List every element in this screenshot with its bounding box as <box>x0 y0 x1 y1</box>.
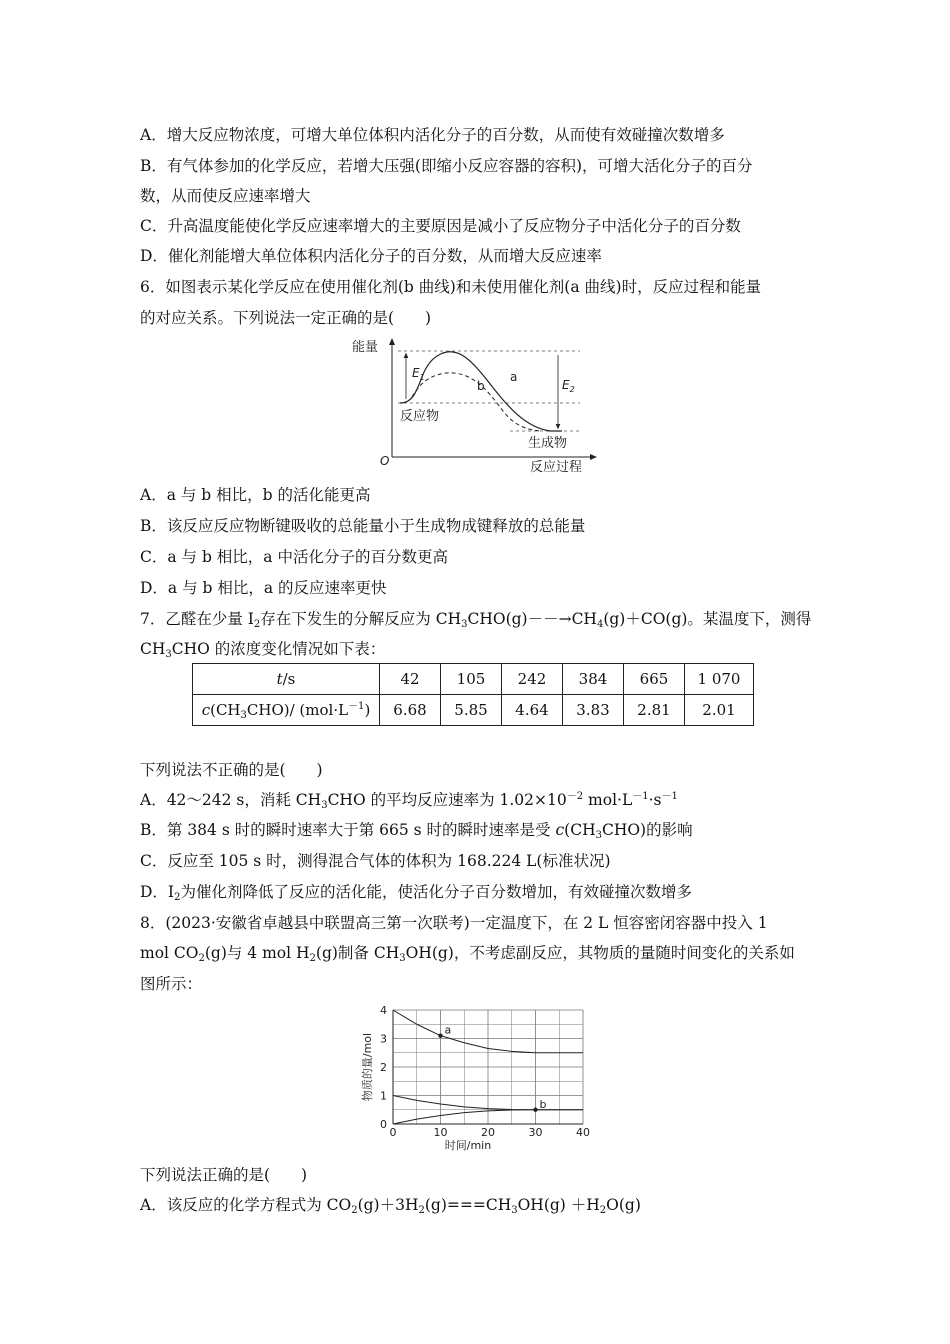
table-cell: 105 <box>441 664 502 695</box>
energy-axis-label: 能量 <box>352 340 379 355</box>
table-row <box>193 664 754 695</box>
q8-stem-line2: mol $CO_2(g)$与 4 mol $H_2(g)$制备 $CH_3OH(g)$，不考虑副反应，其物质的量随时间变化的关系如 <box>140 944 795 964</box>
y-tick-label: 0 <box>380 1118 387 1131</box>
y-tick-label: 2 <box>380 1061 387 1074</box>
data-point-a <box>438 1033 442 1037</box>
process-axis-label: 反应过程 <box>530 460 583 475</box>
table-row <box>193 695 754 726</box>
q8-stem-line1: 8．(2023·安徽省卓越县中联盟高三第一次联考)一定温度下，在 2 L 恒容密闭容器中投入 1 <box>140 914 768 932</box>
amount-time-chart <box>355 1000 595 1152</box>
table-cell: 3.83 <box>563 695 624 726</box>
origin-label: O <box>380 454 390 468</box>
q5-option-b-line1: B．有气体参加的化学反应，若增大压强(即缩小反应容器的容积)，可增大活化分子的百分 <box>140 157 753 175</box>
q7-ask: 下列说法不正确的是( ) <box>140 761 323 779</box>
table-cell: 242 <box>502 664 563 695</box>
q6-stem-line2: 的对应关系。下列说法一定正确的是( ) <box>140 309 432 327</box>
table-header-concentration: $c(CH_3CHO)/$ $(mol\cdot L^{-1})$ <box>193 695 380 726</box>
q5-option-a: A．增大反应物浓度，可增大单位体积内活化分子的百分数，从而使有效碰撞次数增多 <box>140 126 725 144</box>
y-tick-label: 3 <box>380 1032 387 1046</box>
q8-stem-line3: 图所示： <box>140 975 203 993</box>
table-cell: 384 <box>563 664 624 695</box>
table-cell: 42 <box>380 664 441 695</box>
x-tick-label: 30 <box>528 1126 543 1139</box>
curve-a-label: a <box>510 370 518 384</box>
q5-option-c: C．升高温度能使化学反应速率增大的主要原因是减小了反应物分子中活化分子的百分数 <box>140 217 741 235</box>
table-cell: 4.64 <box>502 695 563 726</box>
y-tick-label: 1 <box>380 1089 387 1103</box>
curve-b-label: b <box>477 379 485 393</box>
concentration-table <box>192 663 754 726</box>
q6-option-b: B．该反应反应物断键吸收的总能量小于生成物成键释放的总能量 <box>140 517 586 535</box>
table-header-time: t/s <box>193 664 380 695</box>
q7-option-a: A．42～242 s，消耗 $CH_3CHO$ 的平均反应速率为 $1.02\times 10^{-2}$ $mol\cdot L^{-1}\cdot s^{-1}$ <box>140 791 678 811</box>
q7-option-b: B．第 384 s 时的瞬时速率大于第 665 s 时的瞬时速率是受 $c(CH_3CHO)$的影响 <box>140 821 693 841</box>
q5-option-d: D．催化剂能增大单位体积内活化分子的百分数，从而增大反应速率 <box>140 247 602 265</box>
q5-option-b-line2: 数，从而使反应速率增大 <box>140 187 311 205</box>
q7-stem-line2: $CH_3CHO$ 的浓度变化情况如下表： <box>140 640 386 660</box>
table-cell: 5.85 <box>441 695 502 726</box>
point-label-b: b <box>539 1097 547 1111</box>
x-tick-label: 10 <box>433 1126 448 1139</box>
q7-stem-line1: 7．乙醛在少量 $I_2$存在下发生的分解反应为 $CH_3CHO(g)--\to CH_4(g)+CO(g)$。某温度下，测得 <box>140 610 812 630</box>
table-cell: 665 <box>624 664 685 695</box>
q6-option-c: C．a 与 b 相比，a 中活化分子的百分数更高 <box>140 548 448 566</box>
q8-ask: 下列说法正确的是( ) <box>140 1166 308 1184</box>
table-cell: 6.68 <box>380 695 441 726</box>
q6-option-a: A．a 与 b 相比，b 的活化能更高 <box>140 486 371 504</box>
table-cell: 2.81 <box>624 695 685 726</box>
energy-diagram <box>350 335 600 475</box>
e1-label: $E_1$ <box>412 366 425 382</box>
x-tick-label: 0 <box>389 1126 397 1139</box>
table-cell: 1 070 <box>685 664 754 695</box>
x-tick-label: 20 <box>481 1126 495 1139</box>
y-tick-label: 4 <box>380 1004 387 1017</box>
y-axis-label: 物质的量/mol <box>361 1032 374 1102</box>
reactant-label: 反应物 <box>400 409 440 424</box>
q6-option-d: D．a 与 b 相比，a 的反应速率更快 <box>140 579 387 597</box>
data-point-b <box>533 1108 537 1112</box>
x-axis-label: 时间/min <box>444 1139 492 1152</box>
q7-option-d: D．$I_2$为催化剂降低了反应的活化能，使活化分子百分数增加，有效碰撞次数增多 <box>140 883 692 903</box>
point-label-a: a <box>444 1023 452 1037</box>
x-tick-label: 40 <box>576 1126 590 1139</box>
product-label: 生成物 <box>528 436 568 451</box>
q8-option-a: A．该反应的化学方程式为 $CO_2(g)+3H_2(g)===CH_3OH(g) +H_2O(g)$ <box>140 1196 641 1216</box>
e2-label: $E_2$ <box>562 378 575 394</box>
q6-stem-line1: 6．如图表示某化学反应在使用催化剂(b 曲线)和未使用催化剂(a 曲线)时，反应过程和能量 <box>140 278 762 296</box>
table-cell: 2.01 <box>685 695 754 726</box>
q7-option-c: C．反应至 105 s 时，测得混合气体的体积为 168.224 L(标准状况) <box>140 852 611 870</box>
